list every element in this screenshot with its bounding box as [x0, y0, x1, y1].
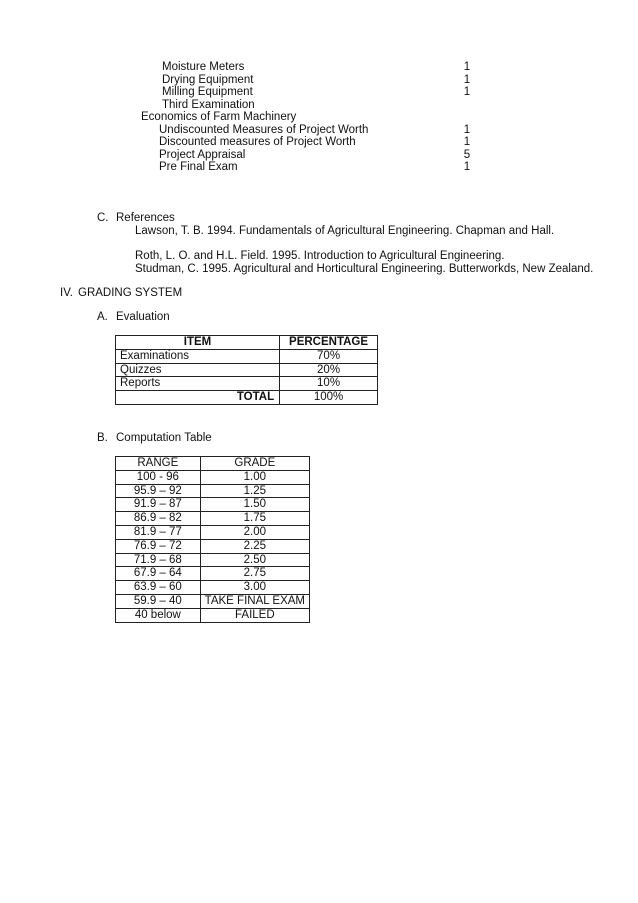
range-cell: 81.9 – 77	[116, 525, 201, 539]
table-row	[116, 512, 310, 526]
total-value: 100%	[280, 391, 378, 405]
grade-cell: 1.00	[200, 470, 309, 484]
computation-heading: Computation Table	[116, 432, 212, 444]
schedule-topic: Undiscounted Measures of Project Worth	[159, 124, 369, 136]
table-row	[116, 377, 378, 391]
grade-cell: TAKE FINAL EXAM	[200, 594, 309, 608]
schedule-hours: 1	[463, 74, 471, 86]
percentage-cell: 20%	[280, 363, 378, 377]
item-cell: Quizzes	[116, 363, 280, 377]
references-label: C.	[97, 212, 109, 224]
references-heading: References	[116, 212, 175, 224]
range-cell: 95.9 – 92	[116, 484, 201, 498]
grade-cell: 2.25	[200, 539, 309, 553]
percentage-cell: 10%	[280, 377, 378, 391]
grade-cell: 2.00	[200, 525, 309, 539]
schedule-topic: Drying Equipment	[162, 74, 254, 86]
range-cell: 59.9 – 40	[116, 594, 201, 608]
schedule-topic: Moisture Meters	[162, 61, 245, 73]
table-row	[116, 539, 310, 553]
column-header-range: RANGE	[116, 457, 201, 471]
grade-cell: 1.75	[200, 512, 309, 526]
column-header-grade: GRADE	[200, 457, 309, 471]
grade-cell: 2.75	[200, 567, 309, 581]
table-header-row	[116, 457, 310, 471]
range-cell: 63.9 – 60	[116, 581, 201, 595]
item-cell: Reports	[116, 377, 280, 391]
range-cell: 71.9 – 68	[116, 553, 201, 567]
schedule-hours: 1	[463, 86, 471, 98]
grade-cell: 1.50	[200, 498, 309, 512]
schedule-hours: 1	[463, 161, 471, 173]
grade-cell: FAILED	[200, 608, 309, 622]
schedule-topic: Pre Final Exam	[159, 161, 238, 173]
table-row	[116, 553, 310, 567]
reference-item: Studman, C. 1995. Agricultural and Horticultural Engineering. Butterworkds, New Zealand.	[135, 263, 594, 275]
evaluation-table	[115, 335, 378, 405]
schedule-hours: 1	[463, 124, 471, 136]
range-cell: 86.9 – 82	[116, 512, 201, 526]
schedule-hours: 1	[463, 61, 471, 73]
column-header-item: ITEM	[116, 336, 280, 350]
grade-cell: 3.00	[200, 581, 309, 595]
total-label: TOTAL	[116, 391, 280, 405]
reference-item: Roth, L. O. and H.L. Field. 1995. Introduction to Agricultural Engineering.	[135, 250, 505, 262]
table-row	[116, 484, 310, 498]
range-cell: 100 - 96	[116, 470, 201, 484]
schedule-topic: Milling Equipment	[162, 86, 253, 98]
table-row	[116, 470, 310, 484]
table-header-row	[116, 336, 378, 350]
total-row	[116, 391, 378, 405]
evaluation-heading: Evaluation	[116, 311, 170, 323]
table-row	[116, 608, 310, 622]
table-row	[116, 363, 378, 377]
table-row	[116, 525, 310, 539]
schedule-topic: Discounted measures of Project Worth	[159, 136, 356, 148]
schedule-hours: 1	[463, 136, 471, 148]
grade-cell: 2.50	[200, 553, 309, 567]
evaluation-label: A.	[97, 311, 108, 323]
range-cell: 76.9 – 72	[116, 539, 201, 553]
computation-table	[115, 456, 310, 623]
grade-cell: 1.25	[200, 484, 309, 498]
schedule-topic: Project Appraisal	[159, 149, 246, 161]
grading-label: IV.	[60, 287, 74, 299]
table-row	[116, 594, 310, 608]
item-cell: Examinations	[116, 349, 280, 363]
schedule-section-title: Economics of Farm Machinery	[141, 111, 297, 123]
table-row	[116, 349, 378, 363]
reference-item: Lawson, T. B. 1994. Fundamentals of Agricultural Engineering. Chapman and Hall.	[135, 225, 555, 237]
table-row	[116, 581, 310, 595]
range-cell: 40 below	[116, 608, 201, 622]
table-row	[116, 567, 310, 581]
schedule-topic: Third Examination	[162, 99, 255, 111]
range-cell: 91.9 – 87	[116, 498, 201, 512]
table-row	[116, 498, 310, 512]
schedule-hours: 5	[463, 149, 471, 161]
computation-label: B.	[97, 432, 108, 444]
percentage-cell: 70%	[280, 349, 378, 363]
column-header-percentage: PERCENTAGE	[280, 336, 378, 350]
grading-heading: GRADING SYSTEM	[78, 287, 183, 299]
range-cell: 67.9 – 64	[116, 567, 201, 581]
